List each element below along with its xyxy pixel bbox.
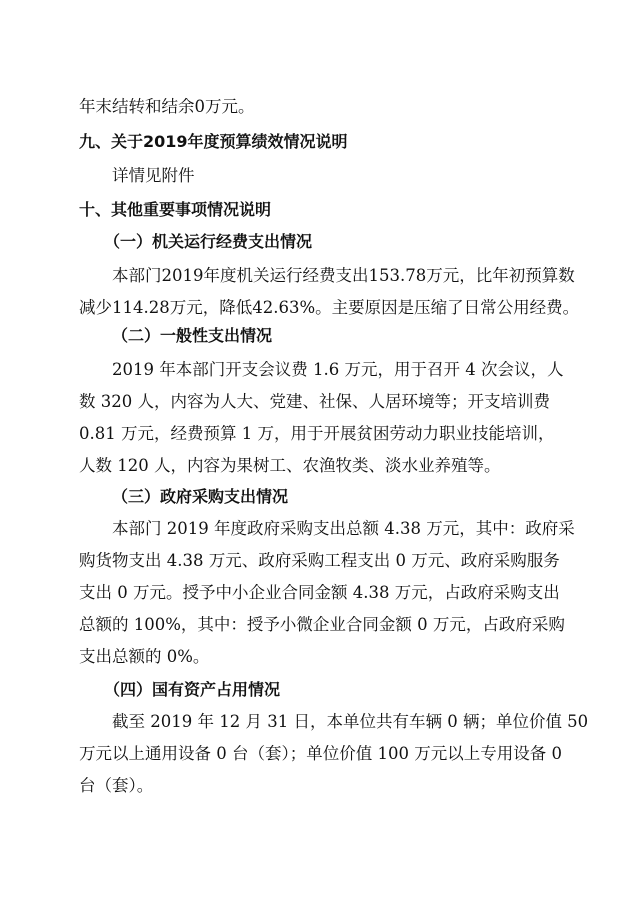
paragraph-line: 本部门 2019 年度政府采购支出总额 4.38 万元，其中：政府采 [112, 519, 575, 538]
paragraph-line: 支出总额的 0%。 [79, 647, 210, 666]
section-heading-10: 十、其他重要事项情况说明 [79, 200, 272, 219]
paragraph-line: 人数 120 人，内容为果树工、农渔牧类、淡水业养殖等。 [79, 456, 501, 475]
paragraph-line: 台（套）。 [79, 776, 154, 795]
subsection-heading-2: （二）一般性支出情况 [112, 326, 273, 345]
paragraph-line: 数 320 人，内容为人大、党建、社保、人居环境等；开支培训费 [79, 392, 550, 411]
section-heading-9: 九、关于2019年度预算绩效情况说明 [79, 132, 348, 151]
paragraph-line: 本部门2019年度机关运行经费支出153.78万元，比年初预算数 [112, 266, 575, 285]
subsection-heading-1: （一）机关运行经费支出情况 [104, 232, 313, 251]
paragraph-line: 截至 2019 年 12 月 31 日，本单位共有车辆 0 辆；单位价值 50 [112, 712, 589, 731]
subsection-heading-3: （三）政府采购支出情况 [112, 487, 289, 506]
paragraph-line: 万元以上通用设备 0 台（套）；单位价值 100 万元以上专用设备 0 [79, 744, 562, 763]
paragraph-line: 2019 年本部门开支会议费 1.6 万元，用于召开 4 次会议，人 [112, 360, 564, 379]
paragraph-line: 0.81 万元，经费预算 1 万，用于开展贫困劳动力职业技能培训， [79, 424, 555, 443]
paragraph-line: 购货物支出 4.38 万元、政府采购工程支出 0 万元、政府采购服务 [79, 551, 560, 570]
paragraph-line: 支出 0 万元。授予中小企业合同金额 4.38 万元，占政府采购支出 [79, 583, 560, 602]
paragraph-line: 减少114.28万元，降低42.63%。主要原因是压缩了日常公用经费。 [79, 298, 580, 317]
paragraph-line: 总额的 100%，其中：授予小微企业合同金额 0 万元，占政府采购 [79, 615, 565, 634]
subsection-heading-4: （四）国有资产占用情况 [104, 680, 281, 699]
paragraph-line: 年末结转和结余0万元。 [79, 97, 255, 116]
paragraph-line: 详情见附件 [112, 166, 195, 185]
